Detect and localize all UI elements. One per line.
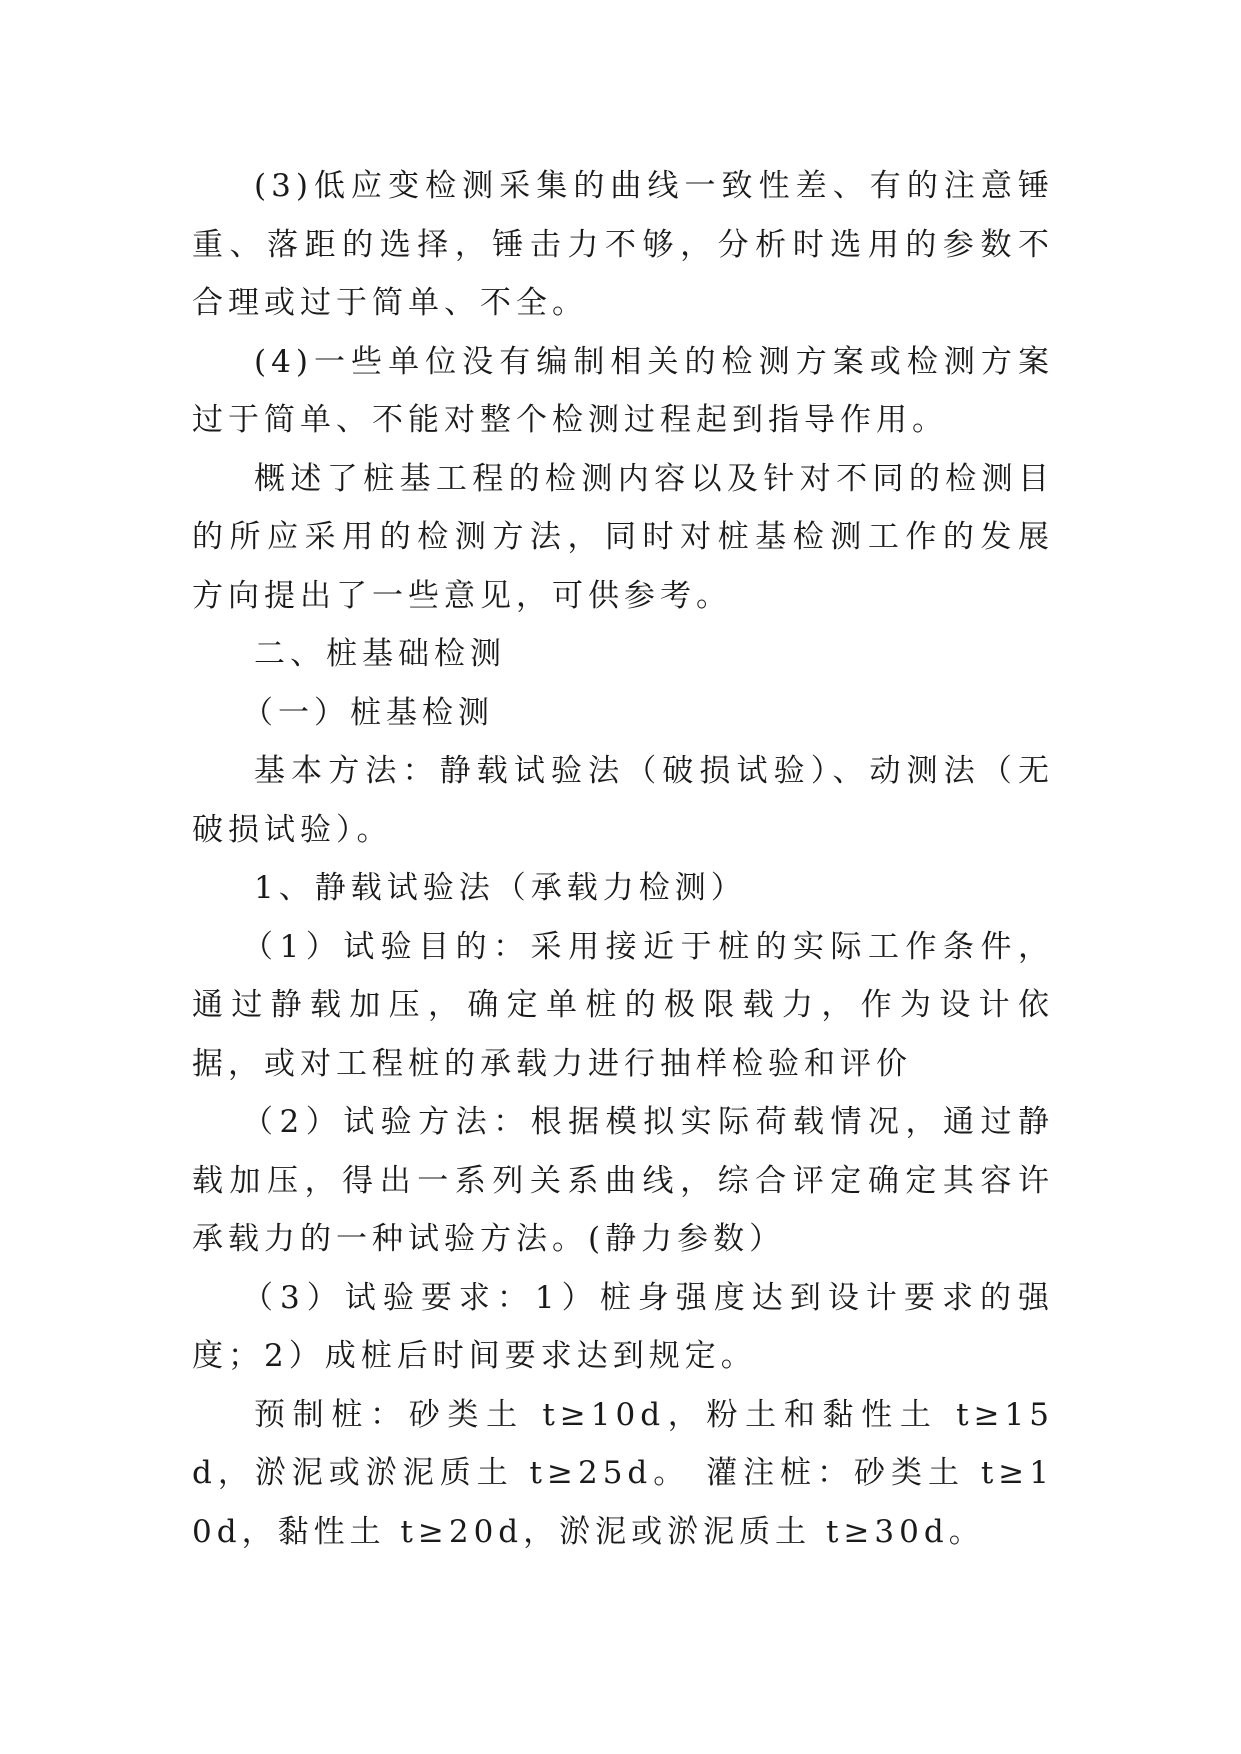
heading-static-load-test: 1、静载试验法（承载力检测）: [254, 870, 747, 906]
paragraph-test-requirements: （3）试验要求：1）桩身强度达到设计要求的强度；2）成桩后时间要求达到规定。: [192, 1279, 1054, 1374]
paragraph-test-purpose: （1）试验目的：采用接近于桩的实际工作条件，通过静载加压，确定单桩的极限载力，作为设计依据，或对工程桩的承载力进行抽样检验和评价: [192, 928, 1054, 1082]
paragraph-summary: 概述了桩基工程的检测内容以及针对不同的检测目的所应采用的检测方法，同时对桩基检测工作的发展方向提出了一些意见，可供参考。: [192, 460, 1054, 614]
section-heading-pile-foundation-testing: 二、桩基础检测: [254, 636, 506, 672]
paragraph-rest-time-requirements: 预制桩：砂类土 t≥10d，粉土和黏性土 t≥15d，淤泥或淤泥质土 t≥25d。 灌注桩：砂类土 t≥10d，黏性土 t≥20d，淤泥或淤泥质土 t≥30d。: [192, 1396, 1054, 1550]
paragraph-basic-methods: 基本方法：静载试验法（破损试验）、动测法（无破损试验）。: [192, 753, 1054, 848]
document-body: [192, 157, 1054, 1561]
paragraph-test-method: （2）试验方法：根据模拟实际荷载情况，通过静载加压，得出一系列关系曲线，综合评定确定其容许承载力的一种试验方法。(静力参数）: [192, 1104, 1054, 1257]
paragraph-low-strain-issues: (3)低应变检测采集的曲线一致性差、有的注意锤重、落距的选择，锤击力不够，分析时选用的参数不合理或过于简单、不全。: [192, 168, 1054, 321]
subsection-heading-pile-testing: （一）桩基检测: [242, 694, 494, 731]
paragraph-inspection-plan-issues: (4)一些单位没有编制相关的检测方案或检测方案过于简单、不能对整个检测过程起到指导作用。: [192, 343, 1054, 438]
